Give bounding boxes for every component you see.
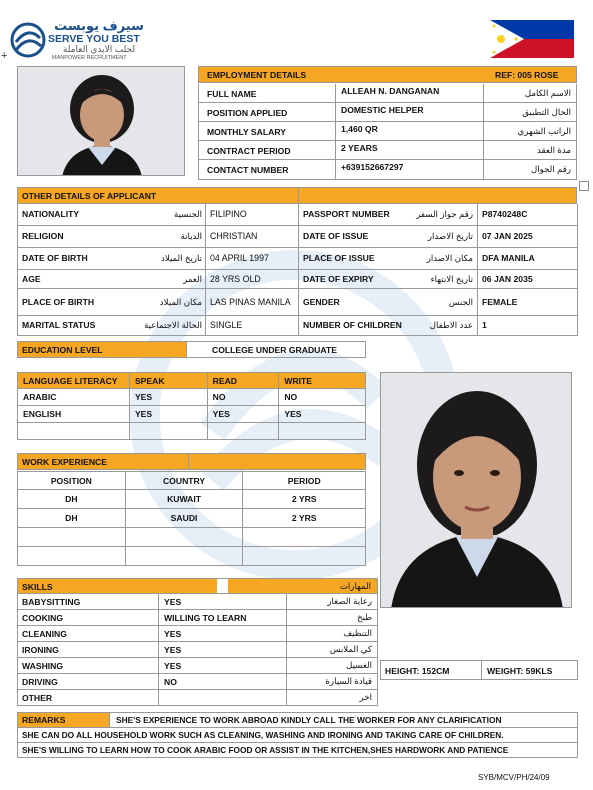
cell-divider xyxy=(335,122,336,140)
cell-divider xyxy=(158,674,159,689)
language-write: YES xyxy=(279,406,366,423)
skills-header xyxy=(17,578,378,594)
language-read xyxy=(207,423,279,440)
skills-title: SKILLS xyxy=(22,582,53,592)
education-label-cell xyxy=(18,342,187,357)
crosshair-icon: + xyxy=(1,50,8,62)
language-name: ENGLISH xyxy=(18,406,130,423)
work-experience-table xyxy=(17,471,366,566)
skill-name-arabic: قيادة السيارة xyxy=(325,676,372,686)
work-col-period: PERIOD xyxy=(243,472,366,490)
logo-name: SERVE YOU BEST xyxy=(48,33,140,45)
detail-label-arabic: تاريخ الانتهاء xyxy=(430,274,473,284)
cell-divider xyxy=(477,226,478,247)
language-name xyxy=(18,423,130,440)
employment-label: CONTRACT PERIOD xyxy=(207,146,291,156)
work-period xyxy=(243,547,366,566)
detail-label: GENDER xyxy=(303,297,340,307)
cell-divider xyxy=(298,226,299,247)
header-divider xyxy=(188,454,189,469)
table-row xyxy=(198,84,577,103)
cell-divider xyxy=(158,610,159,625)
skill-name: OTHER xyxy=(22,693,53,703)
detail-label-arabic: الجنس xyxy=(448,297,473,307)
detail-label-arabic: تاريخ الميلاد xyxy=(160,253,202,263)
skill-name: BABYSITTING xyxy=(22,597,81,607)
work-period: 2 YRS xyxy=(243,509,366,528)
table-row xyxy=(18,423,366,440)
logo-sub: MANPOWER RECRUITMENT xyxy=(52,55,127,61)
remarks-line-3: SHE'S WILLING TO LEARN HOW TO COOK ARABIC FOOD OR ASSIST IN THE KITCHEN,SHES HARDWORK AND PATIENCE xyxy=(22,745,509,755)
philippine-flag-icon xyxy=(490,20,574,58)
work-country: SAUDI xyxy=(125,509,243,528)
employment-value: 1,460 QR xyxy=(341,124,378,134)
detail-label-arabic: تاريخ الاصدار xyxy=(427,231,473,241)
work-position: DH xyxy=(18,490,126,509)
cell-divider xyxy=(205,270,206,288)
work-period xyxy=(243,528,366,547)
detail-value: 07 JAN 2025 xyxy=(482,231,533,241)
remarks-line-1: SHE'S EXPERIENCE TO WORK ABROAD KINDLY CALL THE WORKER FOR ANY CLARIFICATION xyxy=(116,715,502,725)
reference-number: REF: 005 ROSE xyxy=(495,70,559,80)
skill-name-arabic: التنظيف xyxy=(343,628,372,638)
weight-value: WEIGHT: 59KLS xyxy=(487,666,553,676)
detail-value: SINGLE xyxy=(210,320,243,330)
checkbox[interactable] xyxy=(579,181,589,191)
cell-divider xyxy=(205,316,206,335)
table-row xyxy=(18,509,366,528)
cell-divider xyxy=(298,248,299,269)
detail-value: 28 YRS OLD xyxy=(210,274,261,284)
work-col-position: POSITION xyxy=(18,472,126,490)
detail-value: DFA MANILA xyxy=(482,253,535,263)
detail-value: 06 JAN 2035 xyxy=(482,274,533,284)
table-row xyxy=(17,270,578,289)
remarks-row-1 xyxy=(17,712,578,728)
logo-arabic-name: سيرف يوبست xyxy=(54,18,144,33)
skill-name: WASHING xyxy=(22,661,64,671)
cell-divider xyxy=(335,141,336,159)
work-col-country: COUNTRY xyxy=(125,472,243,490)
remarks-row-2 xyxy=(17,728,578,743)
employment-value: ALLEAH N. DANGANAN xyxy=(341,86,440,96)
language-write xyxy=(279,423,366,440)
detail-label-arabic: الجنسية xyxy=(173,209,202,219)
skill-value: YES xyxy=(164,629,182,639)
table-row xyxy=(18,406,366,423)
cell-divider xyxy=(335,103,336,121)
remarks-label-cell xyxy=(18,713,110,727)
detail-label: PASSPORT NUMBER xyxy=(303,209,390,219)
cell-divider xyxy=(205,226,206,247)
table-row xyxy=(18,547,366,566)
table-row xyxy=(17,690,378,706)
language-read: YES xyxy=(207,406,279,423)
table-row xyxy=(17,289,578,316)
language-literacy-table xyxy=(17,372,366,440)
height-value: HEIGHT: 152CM xyxy=(385,666,450,676)
skill-name-arabic: طبخ xyxy=(357,612,372,622)
detail-label-arabic: مكان الاصدار xyxy=(426,253,473,263)
cell-divider xyxy=(477,204,478,225)
employment-value: +639152667297 xyxy=(341,162,404,172)
employment-label-arabic: الاسم الكامل xyxy=(524,88,571,98)
header-divider xyxy=(298,188,299,204)
remarks-label: REMARKS xyxy=(22,715,66,725)
table-row xyxy=(17,658,378,674)
cell-divider xyxy=(158,658,159,673)
table-row xyxy=(18,528,366,547)
table-row xyxy=(198,122,577,141)
language-header-write: WRITE xyxy=(279,373,366,389)
skill-value: YES xyxy=(164,661,182,671)
height-weight-row xyxy=(380,660,578,680)
skill-value: WILLING TO LEARN xyxy=(164,613,247,623)
language-speak: YES xyxy=(129,406,207,423)
employment-label-arabic: الراتب الشهري xyxy=(517,126,571,136)
table-row xyxy=(17,610,378,626)
applicant-photo-large xyxy=(380,372,572,608)
remarks-row-3 xyxy=(17,743,578,758)
table-row xyxy=(198,141,577,160)
skill-name: DRIVING xyxy=(22,677,58,687)
skill-name-arabic: اخر xyxy=(359,692,372,702)
language-speak xyxy=(129,423,207,440)
table-row xyxy=(17,248,578,270)
detail-value: P8740248C xyxy=(482,209,528,219)
cell-divider xyxy=(298,204,299,225)
cell-divider xyxy=(335,160,336,179)
detail-label-arabic: رقم جواز السفر xyxy=(416,209,473,219)
cell-divider xyxy=(477,248,478,269)
cell-divider xyxy=(481,661,482,679)
company-logo xyxy=(8,20,168,64)
employment-value: 2 YEARS xyxy=(341,143,378,153)
employment-details-header xyxy=(198,66,577,83)
document-code: SYB/MCV/PH/24/09 xyxy=(478,773,550,782)
employment-label: CONTACT NUMBER xyxy=(207,165,289,175)
work-position xyxy=(18,528,126,547)
work-experience-title: WORK EXPERIENCE xyxy=(22,457,107,467)
employment-label: MONTHLY SALARY xyxy=(207,127,286,137)
other-details-title: OTHER DETAILS OF APPLICANT xyxy=(22,191,157,201)
detail-label: PLACE OF ISSUE xyxy=(303,253,375,263)
detail-label: NATIONALITY xyxy=(22,209,80,219)
table-row xyxy=(18,389,366,406)
work-country xyxy=(125,528,243,547)
work-period: 2 YRS xyxy=(243,490,366,509)
detail-label-arabic: الحالة الاجتماعية xyxy=(144,320,202,330)
employment-details-title: EMPLOYMENT DETAILS xyxy=(207,70,307,80)
employment-label-arabic: رقم الجوال xyxy=(531,164,571,174)
skill-name-arabic: كي الملابس xyxy=(329,644,372,654)
detail-value: 04 APRIL 1997 xyxy=(210,253,269,263)
table-row xyxy=(17,674,378,690)
skill-name: CLEANING xyxy=(22,629,67,639)
detail-label-arabic: العمر xyxy=(183,274,202,284)
employment-value: DOMESTIC HELPER xyxy=(341,105,424,115)
cell-divider xyxy=(298,270,299,288)
employment-label-arabic: الحال التطبيق xyxy=(522,107,571,117)
table-row xyxy=(18,490,366,509)
language-header-speak: SPEAK xyxy=(129,373,207,389)
language-speak: YES xyxy=(129,389,207,406)
skill-value: NO xyxy=(164,677,177,687)
table-row xyxy=(17,642,378,658)
detail-label: MARITAL STATUS xyxy=(22,320,96,330)
table-row xyxy=(17,594,378,610)
table-row xyxy=(198,160,577,180)
skills-title-arabic: المهارات xyxy=(339,581,371,591)
employment-label: POSITION APPLIED xyxy=(207,108,288,118)
detail-value: FEMALE xyxy=(482,297,518,307)
table-row xyxy=(17,204,578,226)
cell-divider xyxy=(477,289,478,315)
language-header-label: LANGUAGE LITERACY xyxy=(18,373,130,389)
language-header-read: READ xyxy=(207,373,279,389)
table-row xyxy=(17,626,378,642)
detail-value: LAS PINAS MANILA xyxy=(210,297,291,307)
detail-label: RELIGION xyxy=(22,231,64,241)
cell-divider xyxy=(335,84,336,102)
cell-divider xyxy=(477,316,478,335)
language-name: ARABIC xyxy=(18,389,130,406)
language-write: NO xyxy=(279,389,366,406)
detail-label: NUMBER OF CHILDREN xyxy=(303,320,402,330)
detail-value: CHRISTIAN xyxy=(210,231,258,241)
work-country xyxy=(125,547,243,566)
detail-label-arabic: الديانة xyxy=(180,231,202,241)
other-details-header xyxy=(17,187,577,204)
table-row xyxy=(17,316,578,336)
cell-divider xyxy=(205,248,206,269)
detail-label: AGE xyxy=(22,274,41,284)
education-value: COLLEGE UNDER GRADUATE xyxy=(212,345,337,355)
work-experience-header xyxy=(17,453,366,470)
work-country: KUWAIT xyxy=(125,490,243,509)
detail-value: 1 xyxy=(482,320,487,330)
skill-name: IRONING xyxy=(22,645,59,655)
logo-arabic-sub: لجلب الايدي العاملة xyxy=(62,44,136,54)
cell-divider xyxy=(298,289,299,315)
skill-name-arabic: رعاية الصغار xyxy=(327,596,372,606)
detail-label-arabic: مكان الميلاد xyxy=(159,297,202,307)
detail-value: FILIPINO xyxy=(210,209,247,219)
cell-divider xyxy=(477,270,478,288)
work-position: DH xyxy=(18,509,126,528)
detail-label-arabic: عدد الاطفال xyxy=(429,320,473,330)
cell-divider xyxy=(298,316,299,335)
detail-label: DATE OF EXPIRY xyxy=(303,274,374,284)
detail-label: DATE OF ISSUE xyxy=(303,231,369,241)
detail-label: PLACE OF BIRTH xyxy=(22,297,95,307)
cell-divider xyxy=(158,690,159,705)
detail-label: DATE OF BIRTH xyxy=(22,253,88,263)
table-row xyxy=(198,103,577,122)
education-label: EDUCATION LEVEL xyxy=(22,345,103,355)
cell-divider xyxy=(158,626,159,641)
logo-globe-icon xyxy=(10,20,46,60)
employment-label-arabic: مدة العقد xyxy=(536,145,571,155)
language-read: NO xyxy=(207,389,279,406)
cell-divider xyxy=(205,204,206,225)
cell-divider xyxy=(158,642,159,657)
work-position xyxy=(18,547,126,566)
employment-label: FULL NAME xyxy=(207,89,257,99)
cell-divider xyxy=(158,594,159,609)
education-row xyxy=(17,341,366,358)
skill-name-arabic: الغسيل xyxy=(346,660,372,670)
skill-value: YES xyxy=(164,597,182,607)
applicant-photo-small xyxy=(17,66,185,176)
cell-divider xyxy=(205,289,206,315)
table-row xyxy=(17,226,578,248)
skill-name: COOKING xyxy=(22,613,64,623)
remarks-line-2: SHE CAN DO ALL HOUSEHOLD WORK SUCH AS CLEANING, WASHING AND IRONING AND TAKING CARE OF CHILDREN. xyxy=(22,730,504,740)
skill-value: YES xyxy=(164,645,182,655)
